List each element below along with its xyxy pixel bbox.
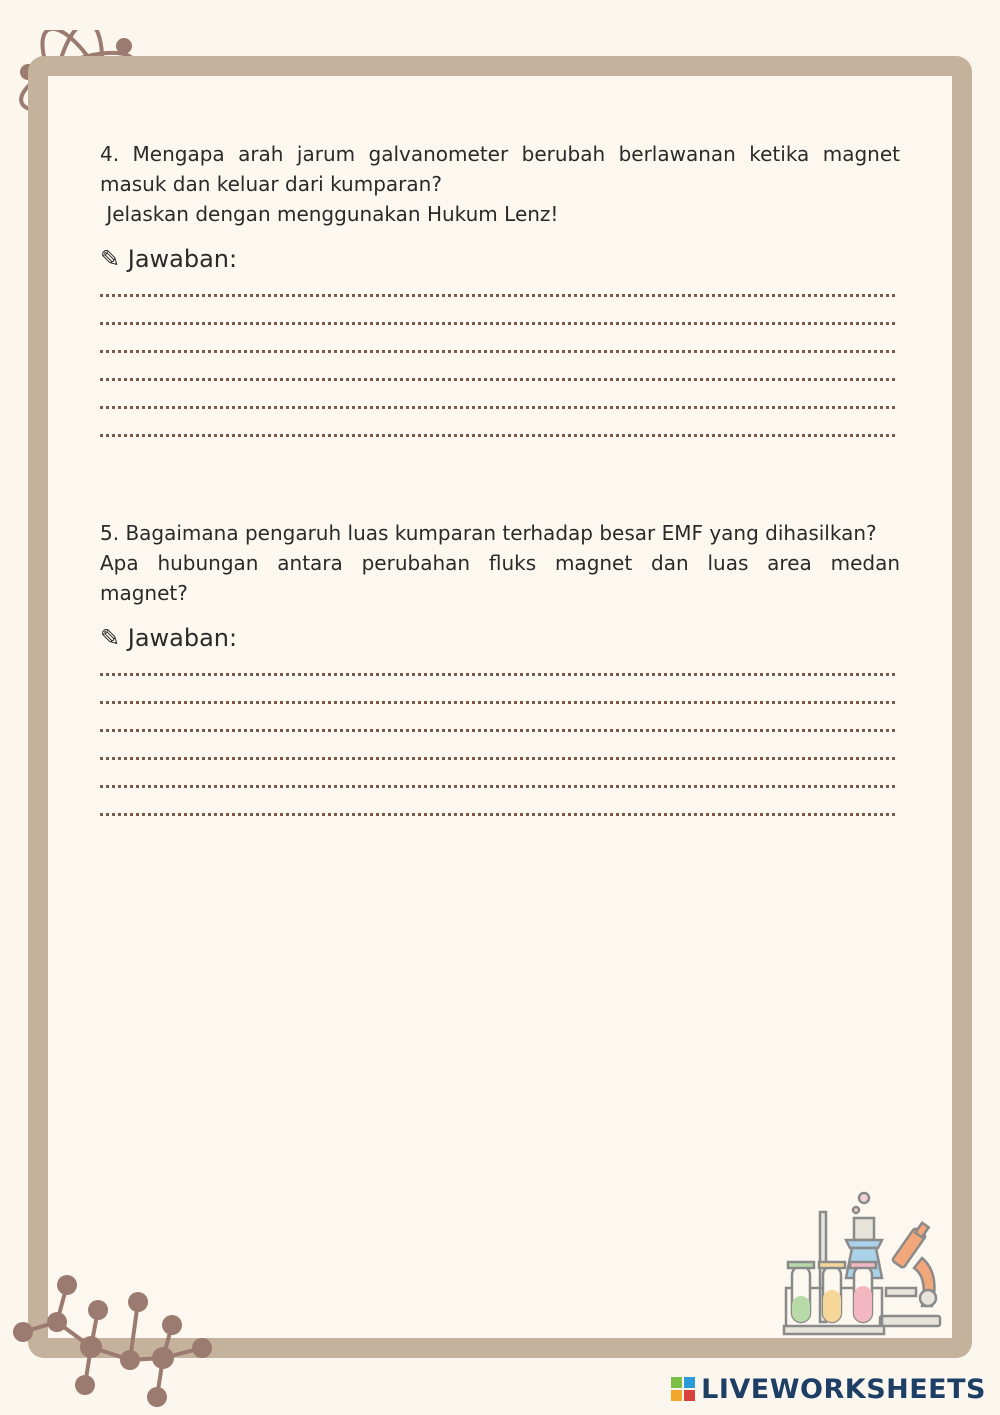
answer-line[interactable]	[100, 297, 895, 325]
answer-area-5[interactable]	[100, 648, 900, 816]
answer-line[interactable]	[100, 704, 895, 732]
question-4-text	[100, 139, 900, 229]
answer-label-5: ✎ Jawaban:	[100, 624, 238, 652]
liveworksheets-logo[interactable]	[671, 1372, 986, 1406]
question-5-line-1: 5. Bagaimana pengaruh luas kumparan terhadap besar EMF yang dihasilkan?	[100, 521, 877, 545]
answer-line[interactable]	[100, 732, 895, 760]
answer-line[interactable]	[100, 381, 895, 409]
question-5-line-2: Apa hubungan antara perubahan fluks magnet dan luas area medan	[100, 551, 900, 575]
logo-text: LIVEWORKSHEETS	[701, 1373, 986, 1405]
question-4-line-2: masuk dan keluar dari kumparan?	[100, 172, 442, 196]
answer-area-4[interactable]	[100, 269, 900, 437]
lab-equipment-icon	[782, 1188, 947, 1338]
answer-line[interactable]	[100, 760, 895, 788]
question-4-line-3: Jelaskan dengan menggunakan Hukum Lenz!	[100, 202, 559, 226]
question-4-line-1: 4. Mengapa arah jarum galvanometer berubah berlawanan ketika magnet	[100, 142, 900, 166]
question-5-text	[100, 518, 900, 608]
question-5-block	[100, 518, 900, 816]
question-5-line-3: magnet?	[100, 581, 188, 605]
answer-line[interactable]	[100, 353, 895, 381]
answer-line[interactable]	[100, 676, 895, 704]
live-badge-icon	[671, 1377, 695, 1401]
question-4-block	[100, 139, 900, 437]
answer-line[interactable]	[100, 409, 895, 437]
molecule-icon	[5, 1265, 220, 1415]
answer-line[interactable]	[100, 325, 895, 353]
answer-line[interactable]	[100, 788, 895, 816]
answer-label-4: ✎ Jawaban:	[100, 245, 238, 273]
